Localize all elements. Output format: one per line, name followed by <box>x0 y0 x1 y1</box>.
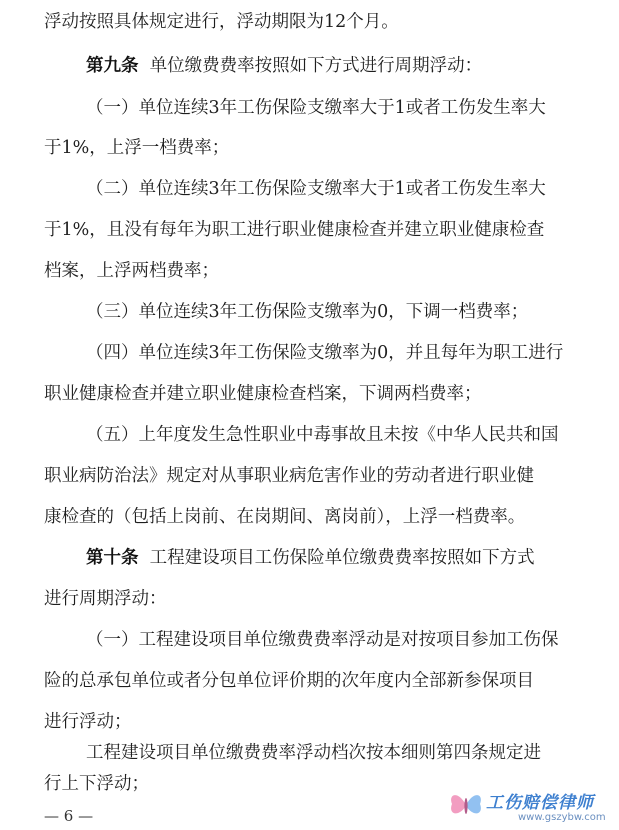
watermark-url: www.gszybw.com <box>518 812 606 823</box>
text-line: （一）工程建设项目单位缴费费率浮动是对按项目参加工伤保 <box>86 630 559 650</box>
text-line: 于1%，且没有每年为职工进行职业健康检查并建立职业健康检查 <box>44 220 545 240</box>
text-line: （二）单位连续3年工伤保险支缴率大于1或者工伤发生率大 <box>86 179 546 199</box>
text-line: （三）单位连续3年工伤保险支缴率为0，下调一档费率； <box>86 302 529 322</box>
text-line: 进行浮动； <box>44 712 132 732</box>
text-line: 单位缴费费率按照如下方式进行周期浮动： <box>149 56 483 76</box>
text-line: 行上下浮动； <box>44 774 149 794</box>
article-10-heading: 第十条 <box>86 548 139 568</box>
article-10-line <box>86 546 535 570</box>
watermark-text: 工伤赔偿律师 <box>486 793 594 813</box>
text-line: 工程建设项目单位缴费费率浮动档次按本细则第四条规定进 <box>86 743 541 763</box>
article-9-line <box>86 54 482 78</box>
text-line: （五）上年度发生急性职业中毒事故且未按《中华人民共和国 <box>86 425 559 445</box>
article-9-heading: 第九条 <box>86 56 139 76</box>
text-line: 康检查的（包括上岗前、在岗期间、离岗前），上浮一档费率。 <box>44 507 526 527</box>
text-line: （一）单位连续3年工伤保险支缴率大于1或者工伤发生率大 <box>86 98 546 118</box>
text-line: 进行周期浮动： <box>44 589 167 609</box>
text-line: 浮动按照具体规定进行，浮动期限为12个月。 <box>44 12 399 32</box>
text-line: 职业病防治法》规定对从事职业病危害作业的劳动者进行职业健 <box>44 466 534 486</box>
text-line: （四）单位连续3年工伤保险支缴率为0，并且每年为职工进行 <box>86 343 564 363</box>
text-line: 险的总承包单位或者分包单位评价期的次年度内全部新参保项目 <box>44 671 534 691</box>
page-number: — 6 — <box>44 807 94 825</box>
text-line: 工程建设项目工伤保险单位缴费费率按照如下方式 <box>149 548 535 568</box>
watermark <box>448 786 616 828</box>
text-line: 职业健康检查并建立职业健康检查档案，下调两档费率； <box>44 384 482 404</box>
text-line: 于1%，上浮一档费率； <box>44 138 230 158</box>
butterfly-logo-icon <box>448 788 484 822</box>
text-line: 档案，上浮两档费率； <box>44 261 219 281</box>
